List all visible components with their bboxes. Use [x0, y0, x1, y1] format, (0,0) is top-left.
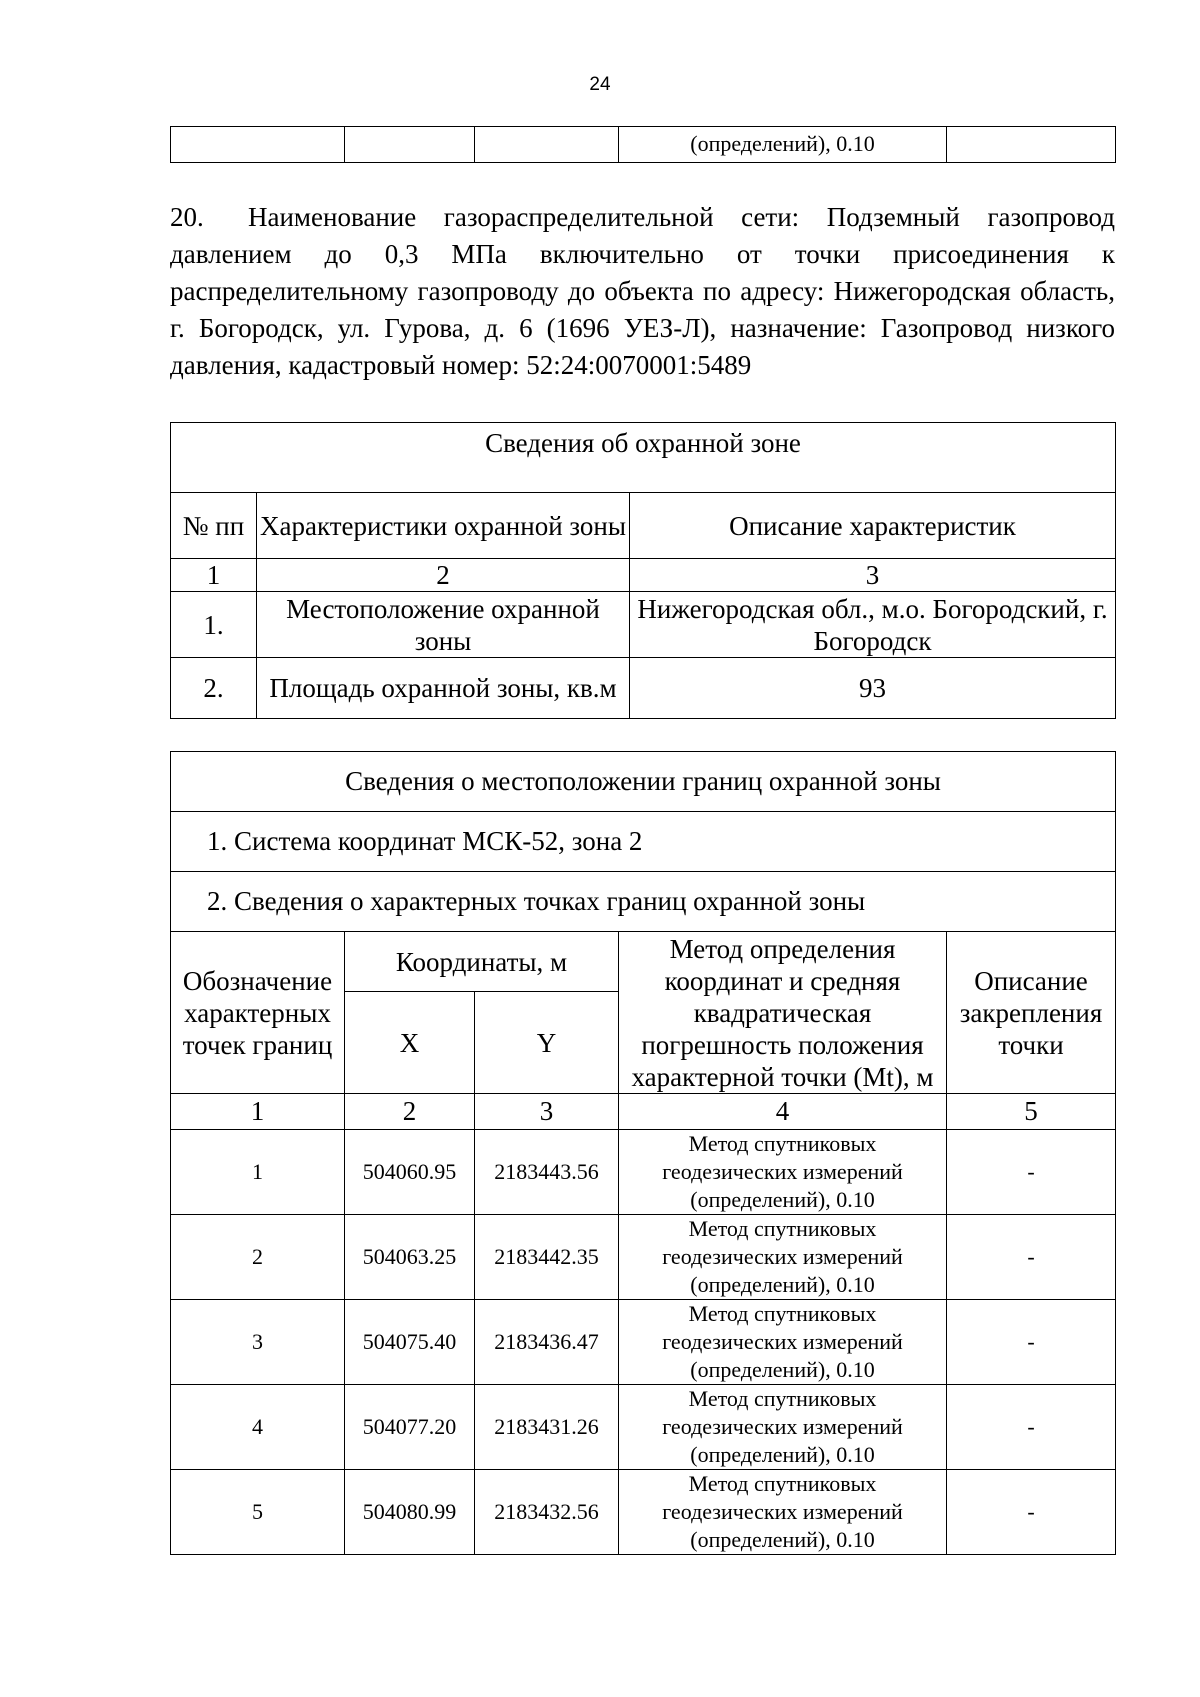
method: Метод спутниковых геодезических измерений (определений), 0.10 — [619, 1215, 947, 1300]
column-index: 2 — [257, 559, 630, 592]
fixing: - — [947, 1470, 1116, 1555]
column-header: № пп — [171, 493, 257, 559]
column-index: 3 — [630, 559, 1116, 592]
points-title-row — [171, 872, 1116, 932]
section-paragraph — [170, 199, 1115, 384]
table-row — [171, 1385, 1116, 1470]
characteristic-name: Местоположение охранной зоны — [257, 592, 630, 658]
column-index: 1 — [171, 559, 257, 592]
column-header: Описание характеристик — [630, 493, 1116, 559]
page-number: 24 — [589, 74, 611, 95]
table-row — [171, 1300, 1116, 1385]
table-row — [171, 592, 1116, 658]
section-number: 20. — [170, 202, 204, 232]
point-id: 5 — [171, 1470, 345, 1555]
table-cell — [345, 127, 475, 163]
coord-x: 504075.40 — [345, 1300, 475, 1385]
column-header: X — [345, 992, 475, 1094]
table-cell — [475, 127, 619, 163]
coord-y: 2183442.35 — [475, 1215, 619, 1300]
column-header: Y — [475, 992, 619, 1094]
row-number: 2. — [171, 658, 257, 719]
fixing: - — [947, 1300, 1116, 1385]
method: Метод спутниковых геодезических измерений (определений), 0.10 — [619, 1130, 947, 1215]
row-number: 1. — [171, 592, 257, 658]
point-id: 3 — [171, 1300, 345, 1385]
column-header: Характеристики охранной зоны — [257, 493, 630, 559]
coord-x: 504060.95 — [345, 1130, 475, 1215]
coord-y: 2183432.56 — [475, 1470, 619, 1555]
table-title-row — [171, 752, 1116, 812]
coord-x: 504063.25 — [345, 1215, 475, 1300]
points-title: 2. Сведения о характерных точках границ охранной зоны — [171, 872, 1116, 932]
fixing: - — [947, 1215, 1116, 1300]
section-text: Наименование газораспределительной сети: Подземный газопровод давлением до 0,3 МПа включительно от точки присоединения к распределительному газопроводу до объекта по адресу: Нижегородская область, г. Богородск, ул. Гурова, д. 6 (1696 УЕЗ-Л), назначение: Газопровод низкого давления, кадастровый номер: 52:24:0070001:5489 — [170, 202, 1115, 380]
column-index: 5 — [947, 1094, 1116, 1130]
table-title: Сведения о местоположении границ охранной зоны — [171, 752, 1116, 812]
column-index-row — [171, 1094, 1116, 1130]
table-row — [171, 1130, 1116, 1215]
protection-zone-table — [170, 422, 1116, 719]
column-header: Обозначение характерных точек границ — [171, 932, 345, 1094]
column-index-row — [171, 559, 1116, 592]
table-row — [171, 658, 1116, 719]
column-header: Метод определения координат и средняя квадратическая погрешность положения характерной точки (Mt), м — [619, 932, 947, 1094]
table-cell — [947, 127, 1116, 163]
table-row — [171, 1470, 1116, 1555]
fixing: - — [947, 1130, 1116, 1215]
column-index: 1 — [171, 1094, 345, 1130]
point-id: 4 — [171, 1385, 345, 1470]
characteristic-value: Нижегородская обл., м.о. Богородский, г. Богородск — [630, 592, 1116, 658]
characteristic-name: Площадь охранной зоны, кв.м — [257, 658, 630, 719]
table-row — [171, 1215, 1116, 1300]
point-id: 2 — [171, 1215, 345, 1300]
table-row — [171, 127, 1116, 163]
coordinate-system-row — [171, 812, 1116, 872]
method: Метод спутниковых геодезических измерений (определений), 0.10 — [619, 1470, 947, 1555]
table-cell: (определений), 0.10 — [619, 127, 947, 163]
table-header-row — [171, 932, 1116, 992]
method: Метод спутниковых геодезических измерений (определений), 0.10 — [619, 1385, 947, 1470]
column-index: 2 — [345, 1094, 475, 1130]
coord-y: 2183436.47 — [475, 1300, 619, 1385]
column-index: 3 — [475, 1094, 619, 1130]
coord-y: 2183443.56 — [475, 1130, 619, 1215]
method: Метод спутниковых геодезических измерений (определений), 0.10 — [619, 1300, 947, 1385]
continued-table-fragment — [170, 126, 1116, 163]
table-title-row — [171, 423, 1116, 493]
table-cell — [171, 127, 345, 163]
fixing: - — [947, 1385, 1116, 1470]
boundary-points-table — [170, 751, 1116, 1555]
column-index: 4 — [619, 1094, 947, 1130]
coordinate-system: 1. Система координат МСК-52, зона 2 — [171, 812, 1116, 872]
table-header-row — [171, 493, 1116, 559]
column-header: Координаты, м — [345, 932, 619, 992]
table-title: Сведения об охранной зоне — [171, 423, 1116, 493]
characteristic-value: 93 — [630, 658, 1116, 719]
column-header: Описание закрепления точки — [947, 932, 1116, 1094]
coord-x: 504080.99 — [345, 1470, 475, 1555]
coord-x: 504077.20 — [345, 1385, 475, 1470]
coord-y: 2183431.26 — [475, 1385, 619, 1470]
point-id: 1 — [171, 1130, 345, 1215]
